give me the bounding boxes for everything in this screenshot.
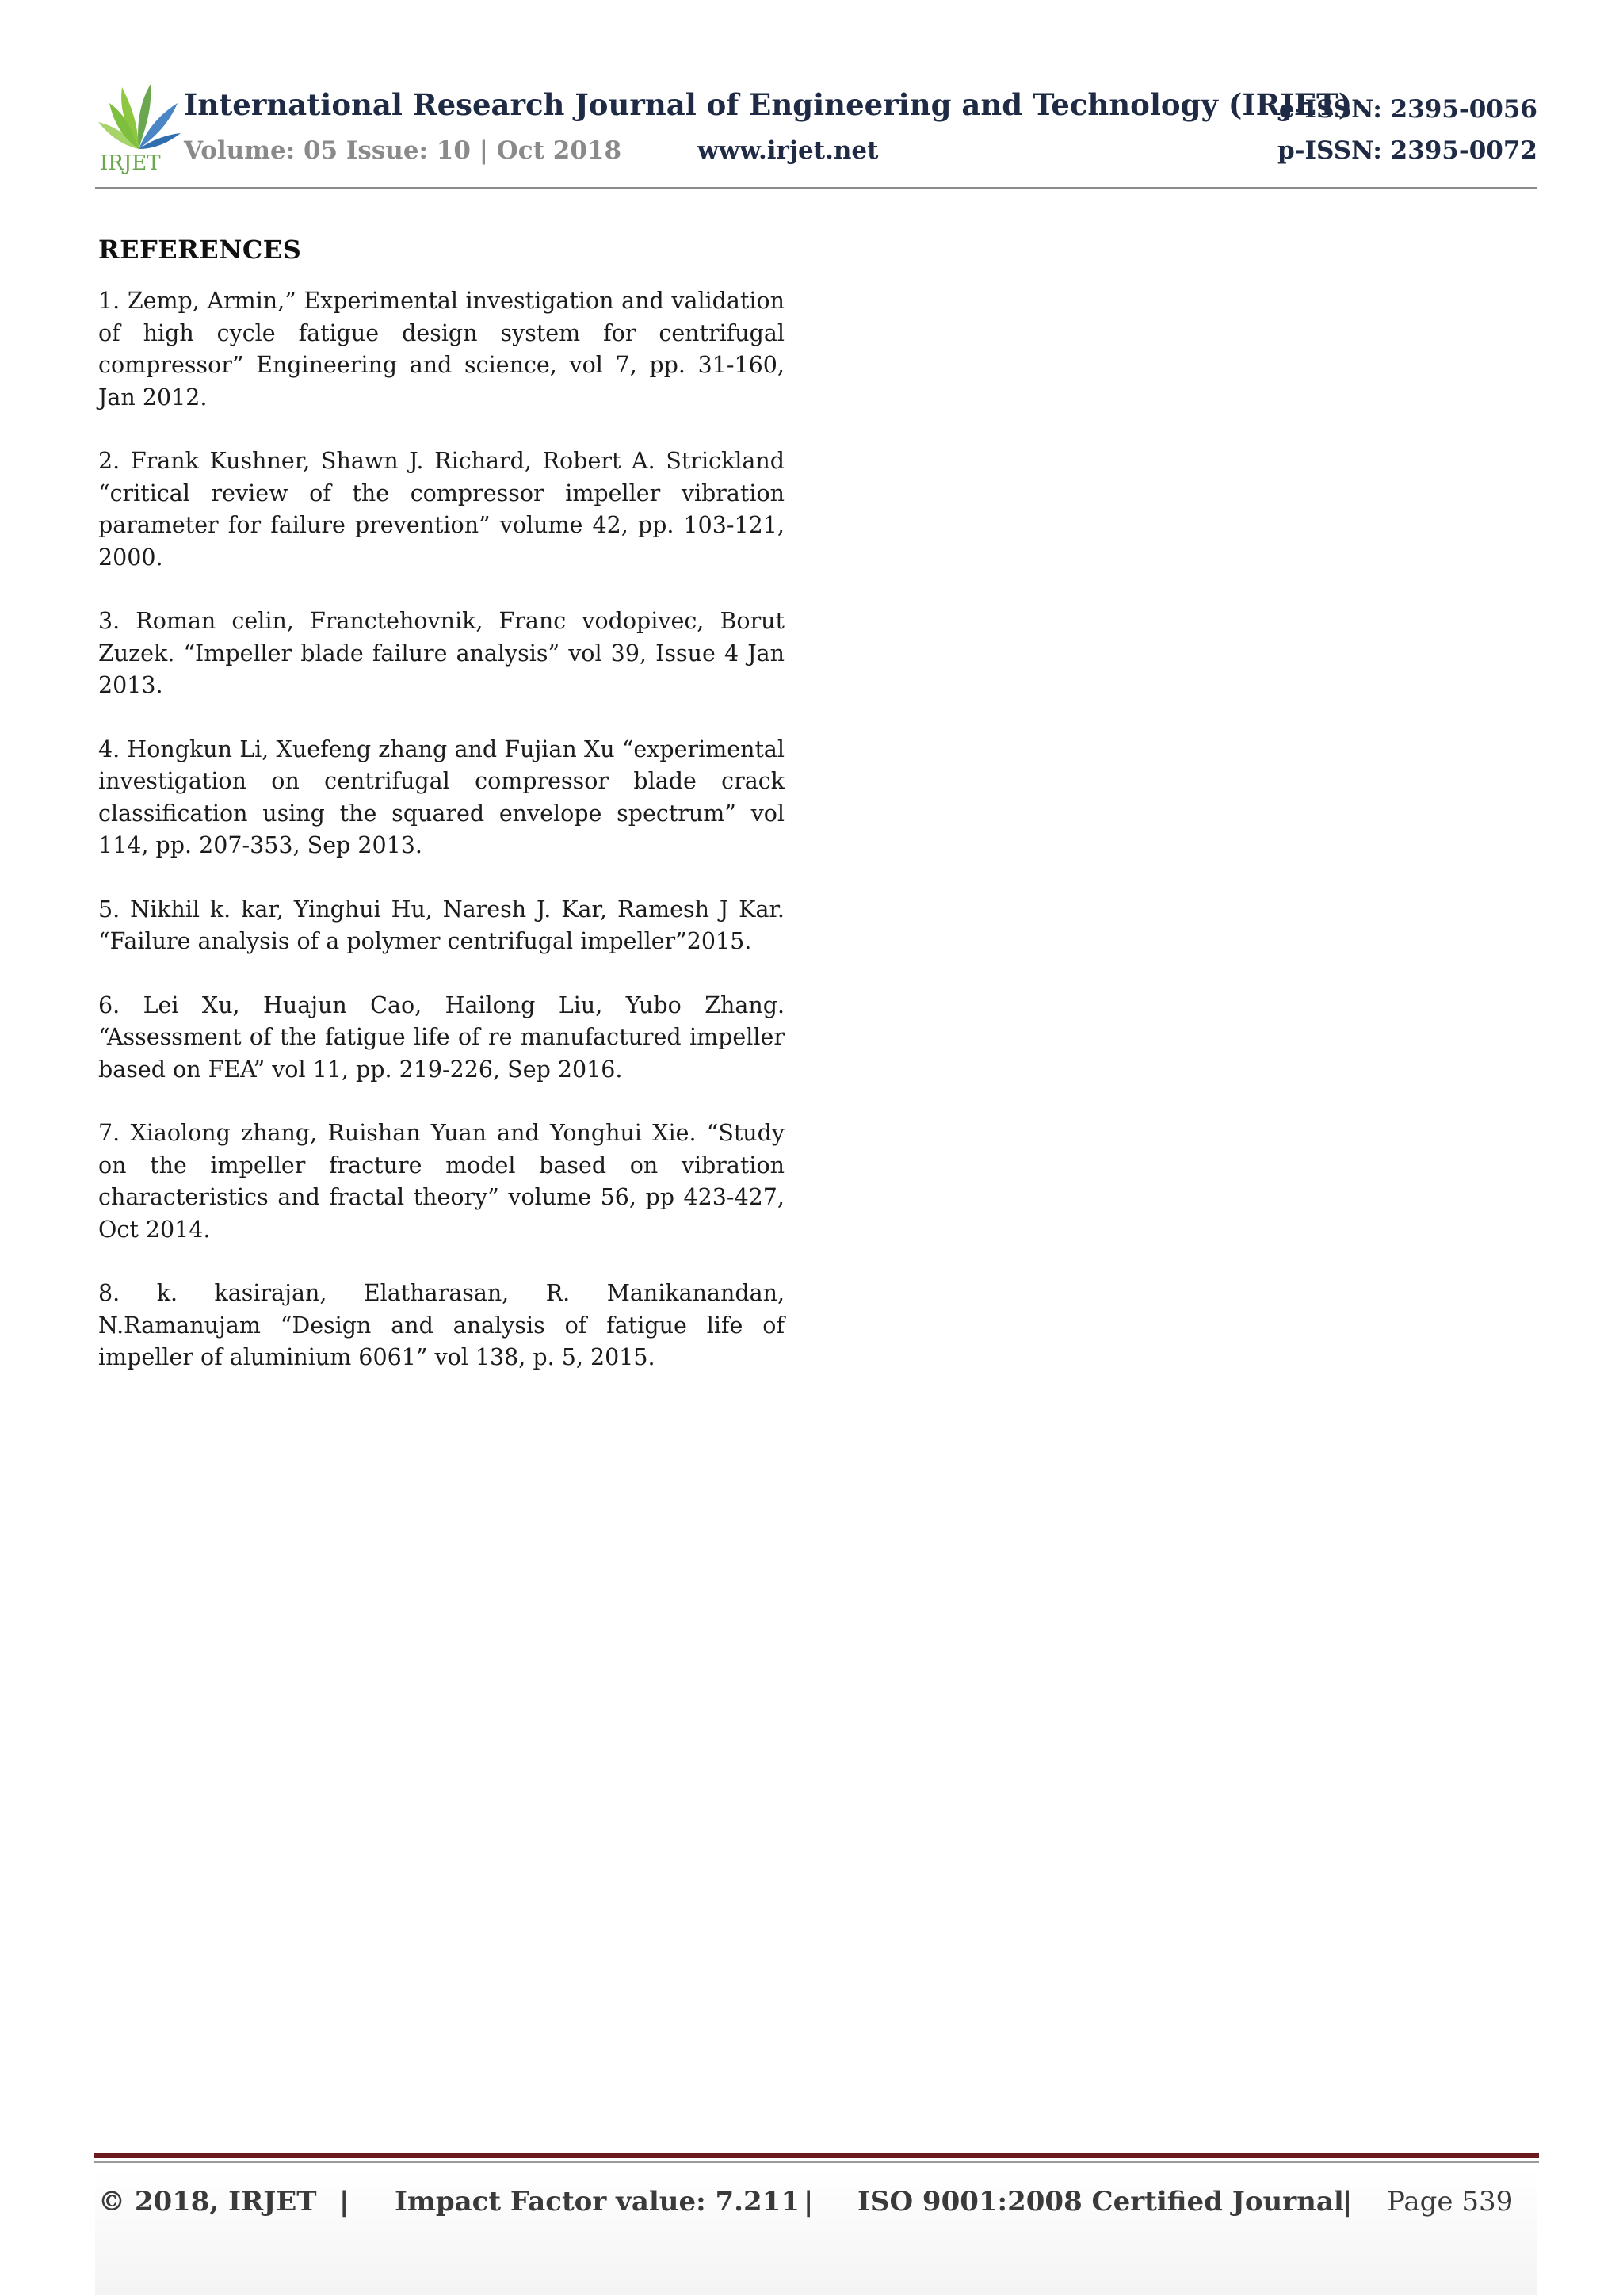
journal-footer <box>95 2168 1537 2295</box>
logo-wordmark: IRJET <box>100 151 161 174</box>
e-issn: e-ISSN: 2395-0056 <box>1278 95 1537 124</box>
irjet-logo <box>95 79 182 174</box>
reference-item: 8. k. kasirajan, Elatharasan, R. Manikanandan, N.Ramanujam “Design and analysis of fatigue life of impeller of aluminium 6061” vol 138, p. 5, 2015. <box>98 1280 785 1370</box>
reference-item: 1. Zemp, Armin,” Experimental investigation and validation of high cycle fatigue design system for centrifugal compressor” Engineering and science, vol 7, pp. 31-160, Jan 2012. <box>98 288 785 411</box>
footer-impact-factor: Impact Factor value: 7.211 <box>395 2186 800 2218</box>
issue-info: Volume: 05 Issue: 10 | Oct 2018 <box>184 136 622 165</box>
reference-item: 5. Nikhil k. kar, Yinghui Hu, Naresh J. Kar, Ramesh J Kar. “Failure analysis of a polymer centrifugal impeller”2015. <box>98 896 785 954</box>
reference-item: 3. Roman celin, Franctehovnik, Franc vodopivec, Borut Zuzek. “Impeller blade failure analysis” vol 39, Issue 4 Jan 2013. <box>98 608 785 698</box>
footer-divider-thick <box>94 2153 1539 2158</box>
footer-separator: | <box>1342 2186 1353 2218</box>
reference-item: 4. Hongkun Li, Xuefeng zhang and Fujian Xu “experimental investigation on centrifugal compressor blade crack classification using the squared envelope spectrum” vol 114, pp. 207-353, Sep 2013. <box>98 735 785 858</box>
footer-separator: | <box>804 2186 814 2218</box>
irjet-logo-icon <box>95 79 182 174</box>
footer-separator: | <box>339 2186 349 2218</box>
footer-divider-thin <box>94 2161 1539 2163</box>
footer-page-number: Page 539 <box>1387 2186 1514 2218</box>
journal-header <box>95 79 1537 190</box>
footer-iso-certification: ISO 9001:2008 Certified Journal <box>857 2186 1344 2218</box>
p-issn: p-ISSN: 2395-0072 <box>1277 136 1537 165</box>
header-divider <box>95 187 1537 189</box>
reference-item: 6. Lei Xu, Huajun Cao, Hailong Liu, Yubo Zhang. “Assessment of the fatigue life of re manufactured impeller based on FEA” vol 11, pp. 219-226, Sep 2016. <box>98 991 785 1083</box>
references-section <box>98 235 785 1406</box>
references-heading: REFERENCES <box>98 235 302 265</box>
footer-copyright: © 2018, IRJET <box>98 2186 317 2218</box>
reference-item: 2. Frank Kushner, Shawn J. Richard, Robert A. Strickland “critical review of the compressor impeller vibration parameter for failure prevention” volume 42, pp. 103-121, 2000. <box>98 448 785 571</box>
journal-title: International Research Journal of Engineering and Technology (IRJET) <box>184 87 1353 122</box>
references-list <box>98 285 785 1374</box>
journal-website: www.irjet.net <box>697 136 879 165</box>
reference-item: 7. Xiaolong zhang, Ruishan Yuan and Yonghui Xie. “Study on the impeller fracture model based on vibration characteristics and fractal theory” volume 56, pp 423-427, Oct 2014. <box>98 1120 785 1243</box>
